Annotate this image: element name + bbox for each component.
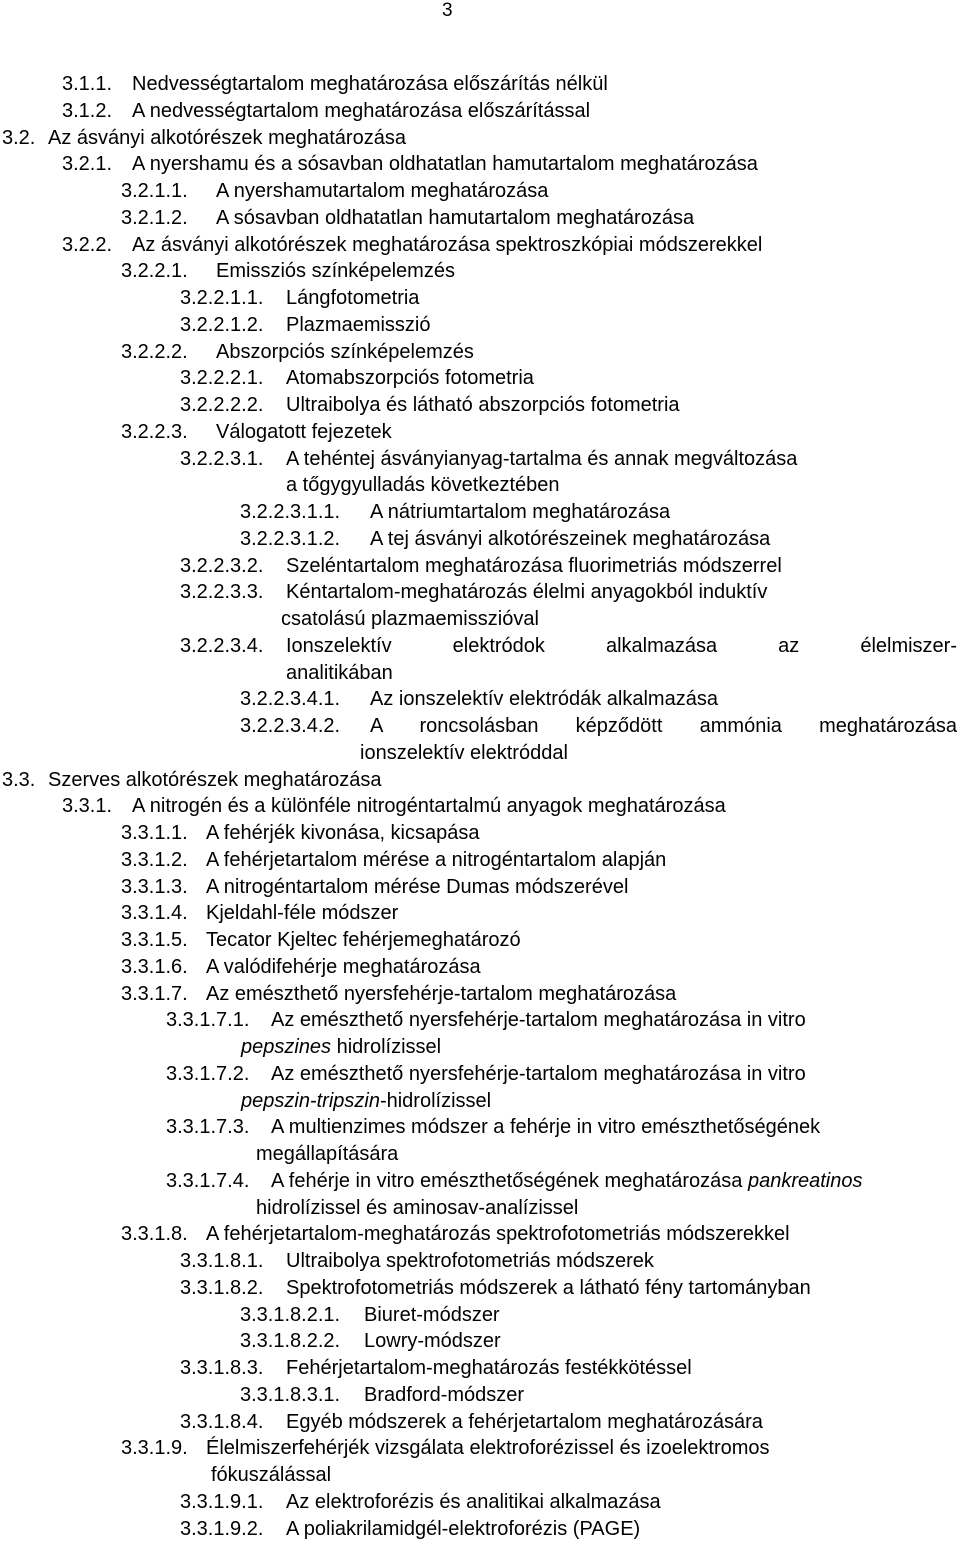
- toc-title: Kéntartalom-meghatározás élelmi anyagokból induktív: [286, 579, 767, 606]
- toc-title: analitikában: [286, 660, 393, 687]
- toc-title: A fehérjetartalom-meghatározás spektrofotometriás módszerekkel: [206, 1221, 790, 1248]
- toc-title: csatolású plazmaemisszióval: [281, 606, 539, 633]
- toc-title: A nedvességtartalom meghatározása előszárítással: [132, 98, 590, 125]
- table-of-contents: [0, 71, 960, 1542]
- toc-title: A poliakrilamidgél-elektroforézis (PAGE): [286, 1516, 640, 1542]
- toc-entry: [0, 419, 960, 446]
- toc-title: Az emészthető nyersfehérje-tartalom meghatározása: [206, 981, 676, 1008]
- toc-title: A tehéntej ásványianyag-tartalma és annak megváltozása: [286, 446, 797, 473]
- toc-title: Az emészthető nyersfehérje-tartalom meghatározása in vitro: [271, 1061, 806, 1088]
- toc-title: A nitrogén és a különféle nitrogéntartalmú anyagok meghatározása: [132, 793, 726, 820]
- toc-title: A nyershamutartalom meghatározása: [216, 178, 548, 205]
- toc-entry: [0, 1007, 960, 1034]
- toc-number: 3.1.2.: [62, 98, 112, 125]
- toc-number: 3.3.1.8.: [121, 1221, 188, 1248]
- toc-title: A nyershamu és a sósavban oldhatatlan hamutartalom meghatározása: [132, 151, 758, 178]
- toc-number: 3.3.1.9.: [121, 1435, 188, 1462]
- toc-entry: [0, 793, 960, 820]
- toc-title-rest: hidrolízissel: [331, 1036, 441, 1058]
- toc-title: Az ásványi alkotórészek meghatározása: [48, 125, 406, 152]
- toc-number: 3.3.1.: [62, 793, 112, 820]
- toc-title: Ionszelektív elektródok alkalmazása az élelmiszer-: [286, 633, 957, 660]
- toc-entry: [0, 553, 960, 580]
- toc-number: 3.3.1.8.2.1.: [240, 1302, 340, 1329]
- toc-title: fókuszálással: [211, 1462, 331, 1489]
- toc-number: 3.3.1.7.: [121, 981, 188, 1008]
- toc-number: 3.3.1.8.4.: [180, 1409, 263, 1436]
- toc-entry-continuation: [0, 472, 960, 499]
- toc-entry-continuation: [0, 606, 960, 633]
- toc-entry: [0, 579, 960, 606]
- toc-title: Spektrofotometriás módszerek a látható fény tartományban: [286, 1275, 811, 1302]
- toc-number: 3.2.1.2.: [121, 205, 188, 232]
- toc-entry: [0, 526, 960, 553]
- toc-number: 3.3.1.8.3.: [180, 1355, 263, 1382]
- toc-title: Szeléntartalom meghatározása fluorimetriás módszerrel: [286, 553, 782, 580]
- toc-entry-continuation: [0, 1141, 960, 1168]
- toc-entry: [0, 954, 960, 981]
- toc-number: 3.2.1.1.: [121, 178, 188, 205]
- toc-entry: [0, 1516, 960, 1542]
- toc-number: 3.2.2.3.1.2.: [240, 526, 340, 553]
- toc-number: 3.2.2.2.1.: [180, 365, 263, 392]
- toc-number: 3.2.2.3.: [121, 419, 188, 446]
- toc-title: A sósavban oldhatatlan hamutartalom meghatározása: [216, 205, 694, 232]
- toc-entry: [0, 499, 960, 526]
- toc-number: 3.3.1.7.4.: [166, 1168, 249, 1195]
- toc-entry-continuation: [0, 740, 960, 767]
- toc-title: A roncsolásban képződött ammónia meghatározása: [370, 713, 957, 740]
- toc-entry: [0, 1061, 960, 1088]
- toc-number: 3.3.1.6.: [121, 954, 188, 981]
- toc-number: 3.2.2.3.4.: [180, 633, 263, 660]
- toc-entry: [0, 981, 960, 1008]
- toc-entry-continuation: [0, 1034, 960, 1061]
- toc-title: Tecator Kjeltec fehérjemeghatározó: [206, 927, 521, 954]
- toc-title-rest: A fehérje in vitro emészthetőségének meghatározása: [271, 1170, 748, 1192]
- toc-title: Abszorpciós színképelemzés: [216, 339, 474, 366]
- toc-entry: [0, 151, 960, 178]
- toc-number: 3.3.1.8.2.2.: [240, 1328, 340, 1355]
- toc-title: Az ionszelektív elektródák alkalmazása: [370, 686, 718, 713]
- toc-title-rest: -hidrolízissel: [380, 1090, 491, 1112]
- toc-number: 3.3.1.7.1.: [166, 1007, 249, 1034]
- toc-number: 3.2.2.3.4.1.: [240, 686, 340, 713]
- toc-title: A multienzimes módszer a fehérje in vitro emészthetőségének: [271, 1114, 820, 1141]
- toc-title: ionszelektív elektróddal: [360, 740, 568, 767]
- toc-title: [241, 1088, 491, 1115]
- toc-title: Bradford-módszer: [364, 1382, 524, 1409]
- toc-entry: [0, 392, 960, 419]
- toc-title: a tőgygyulladás következtében: [286, 472, 560, 499]
- toc-number: 3.1.1.: [62, 71, 112, 98]
- toc-number: 3.2.: [2, 125, 35, 152]
- toc-title: hidrolízissel és aminosav-analízissel: [256, 1195, 578, 1222]
- toc-entry: [0, 847, 960, 874]
- toc-title: A tej ásványi alkotórészeinek meghatározása: [370, 526, 770, 553]
- toc-entry: [0, 713, 960, 740]
- toc-entry: [0, 1489, 960, 1516]
- toc-entry: [0, 1302, 960, 1329]
- toc-title-italic: pepszin-tripszin: [241, 1090, 380, 1112]
- toc-number: 3.3.: [2, 767, 35, 794]
- toc-title: A nátriumtartalom meghatározása: [370, 499, 670, 526]
- toc-entry: [0, 178, 960, 205]
- toc-title: Egyéb módszerek a fehérjetartalom meghatározására: [286, 1409, 763, 1436]
- toc-title-italic: pepszines: [241, 1036, 331, 1058]
- toc-title: [241, 1034, 441, 1061]
- toc-entry: [0, 98, 960, 125]
- toc-entry: [0, 205, 960, 232]
- toc-entry: [0, 1409, 960, 1436]
- toc-entry: [0, 71, 960, 98]
- toc-entry-continuation: [0, 1462, 960, 1489]
- toc-number: 3.3.1.4.: [121, 900, 188, 927]
- toc-title: Ultraibolya spektrofotometriás módszerek: [286, 1248, 654, 1275]
- toc-number: 3.2.2.3.2.: [180, 553, 263, 580]
- toc-entry: [0, 446, 960, 473]
- toc-number: 3.2.2.3.4.2.: [240, 713, 340, 740]
- toc-title: Nedvességtartalom meghatározása előszárítás nélkül: [132, 71, 608, 98]
- toc-title: Lowry-módszer: [364, 1328, 501, 1355]
- toc-title: A valódifehérje meghatározása: [206, 954, 481, 981]
- toc-entry: [0, 1435, 960, 1462]
- toc-number: 3.3.1.9.1.: [180, 1489, 263, 1516]
- toc-number: 3.2.2.3.3.: [180, 579, 263, 606]
- toc-title: Kjeldahl-féle módszer: [206, 900, 398, 927]
- toc-number: 3.2.2.3.1.1.: [240, 499, 340, 526]
- toc-number: 3.2.2.1.2.: [180, 312, 263, 339]
- toc-entry: [0, 633, 960, 660]
- toc-number: 3.2.2.3.1.: [180, 446, 263, 473]
- toc-number: 3.3.1.1.: [121, 820, 188, 847]
- toc-title: Az elektroforézis és analitikai alkalmazása: [286, 1489, 661, 1516]
- toc-number: 3.3.1.8.1.: [180, 1248, 263, 1275]
- toc-entry: [0, 874, 960, 901]
- toc-title: Biuret-módszer: [364, 1302, 500, 1329]
- toc-entry: [0, 1382, 960, 1409]
- toc-title: Válogatott fejezetek: [216, 419, 392, 446]
- toc-entry: [0, 900, 960, 927]
- toc-title: Élelmiszerfehérjék vizsgálata elektroforézissel és izoelektromos: [206, 1435, 770, 1462]
- toc-title: Plazmaemisszió: [286, 312, 430, 339]
- toc-entry: [0, 1355, 960, 1382]
- toc-title: Emissziós színképelemzés: [216, 258, 455, 285]
- toc-number: 3.3.1.5.: [121, 927, 188, 954]
- toc-number: 3.3.1.8.3.1.: [240, 1382, 340, 1409]
- toc-entry: [0, 1221, 960, 1248]
- toc-title: Az emészthető nyersfehérje-tartalom meghatározása in vitro: [271, 1007, 806, 1034]
- toc-number: 3.3.1.2.: [121, 847, 188, 874]
- toc-entry: [0, 1248, 960, 1275]
- toc-number: 3.2.1.: [62, 151, 112, 178]
- toc-entry: [0, 258, 960, 285]
- toc-title: megállapítására: [256, 1141, 398, 1168]
- toc-entry: [0, 339, 960, 366]
- toc-entry: [0, 927, 960, 954]
- toc-entry-continuation: [0, 1088, 960, 1115]
- toc-title: Szerves alkotórészek meghatározása: [48, 767, 382, 794]
- toc-number: 3.3.1.3.: [121, 874, 188, 901]
- toc-number: 3.3.1.8.2.: [180, 1275, 263, 1302]
- toc-title: Fehérjetartalom-meghatározás festékkötéssel: [286, 1355, 692, 1382]
- toc-number: 3.3.1.9.2.: [180, 1516, 263, 1542]
- toc-entry: [0, 820, 960, 847]
- toc-title-italic: pankreatinos: [748, 1170, 863, 1192]
- toc-entry: [0, 1168, 960, 1195]
- toc-number: 3.3.1.7.2.: [166, 1061, 249, 1088]
- toc-title: A fehérjetartalom mérése a nitrogéntartalom alapján: [206, 847, 666, 874]
- toc-entry: [0, 125, 960, 152]
- toc-number: 3.3.1.7.3.: [166, 1114, 249, 1141]
- toc-title: Atomabszorpciós fotometria: [286, 365, 534, 392]
- toc-entry: [0, 365, 960, 392]
- toc-number: 3.2.2.1.: [121, 258, 188, 285]
- toc-number: 3.2.2.: [62, 232, 112, 259]
- toc-entry-continuation: [0, 1195, 960, 1222]
- toc-title: [271, 1168, 862, 1195]
- toc-number: 3.2.2.2.: [121, 339, 188, 366]
- toc-number: 3.2.2.1.1.: [180, 285, 263, 312]
- toc-entry: [0, 1275, 960, 1302]
- toc-entry: [0, 1328, 960, 1355]
- toc-entry: [0, 232, 960, 259]
- toc-title: A nitrogéntartalom mérése Dumas módszerével: [206, 874, 628, 901]
- toc-entry: [0, 767, 960, 794]
- toc-title: A fehérjék kivonása, kicsapása: [206, 820, 480, 847]
- toc-title: Az ásványi alkotórészek meghatározása spektroszkópiai módszerekkel: [132, 232, 762, 259]
- toc-title: Ultraibolya és látható abszorpciós fotometria: [286, 392, 680, 419]
- toc-entry: [0, 285, 960, 312]
- toc-entry: [0, 686, 960, 713]
- page-number: 3: [442, 0, 453, 22]
- toc-entry: [0, 312, 960, 339]
- toc-number: 3.2.2.2.2.: [180, 392, 263, 419]
- toc-title: Lángfotometria: [286, 285, 419, 312]
- toc-entry-continuation: [0, 660, 960, 687]
- toc-entry: [0, 1114, 960, 1141]
